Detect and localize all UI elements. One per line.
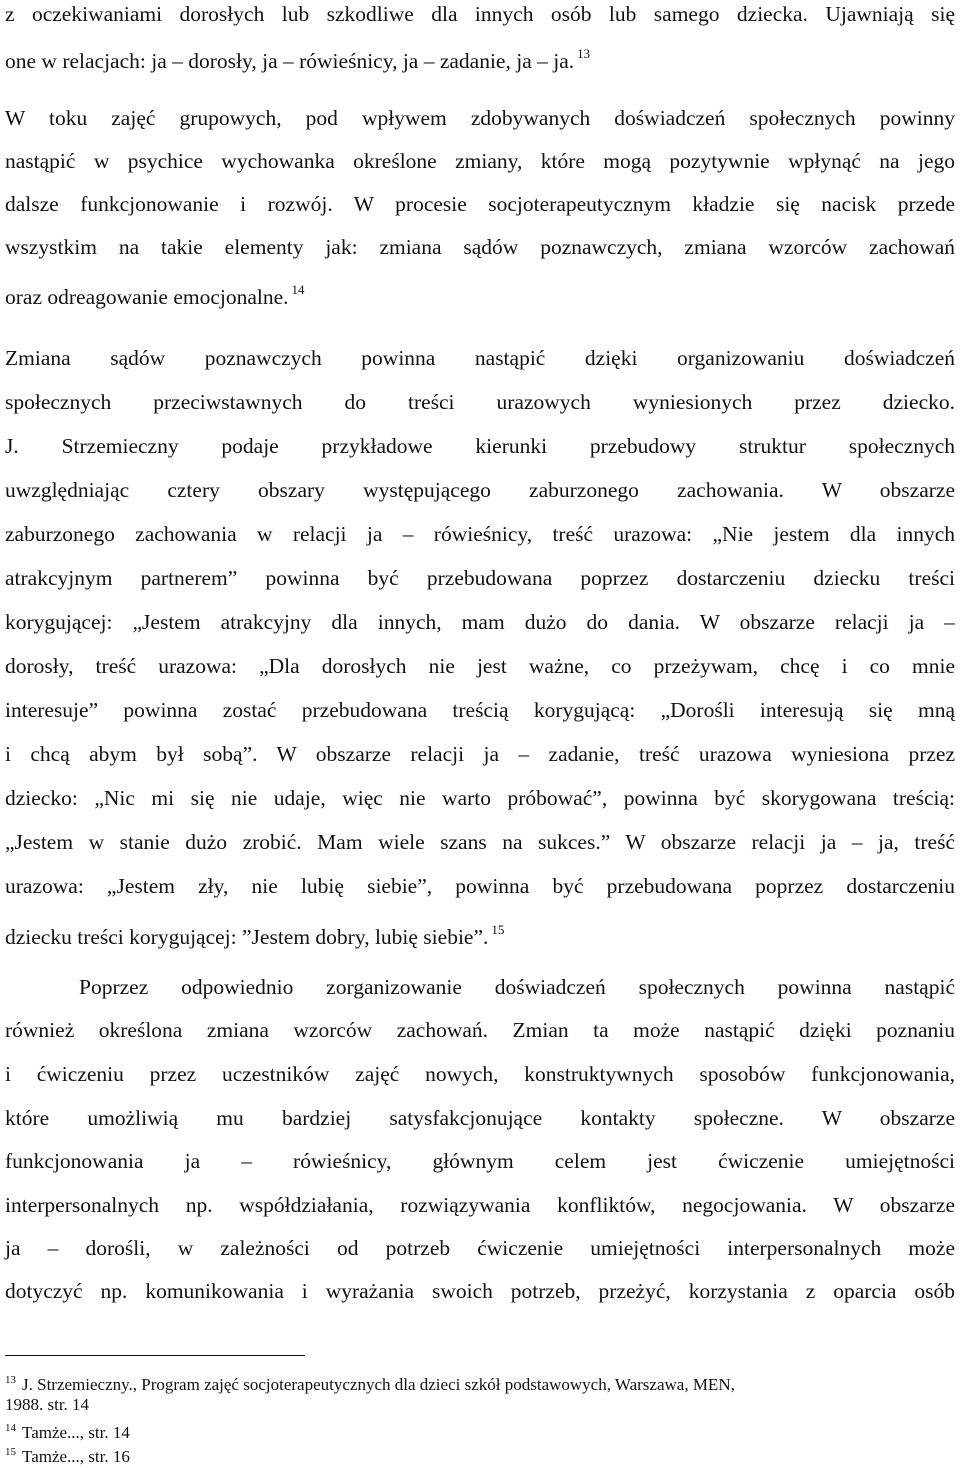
- text-line: interesuje” powinna zostać przebudowana treścią korygującą: „Dorośli interesują się mną: [5, 698, 955, 722]
- text-line: uwzględniając cztery obszary występującego zaburzonego zachowania. W obszarze: [5, 478, 955, 502]
- text-line: „Jestem w stanie dużo zrobić. Mam wiele szans na sukces.” W obszarze relacji ja – ja, treść: [5, 830, 955, 854]
- footnote-separator: [5, 1355, 305, 1356]
- text-line: dotyczyć np. komunikowania i wyrażania swoich potrzeb, przeżyć, korzystania z oparcia osób: [5, 1279, 955, 1303]
- footnote-text: 1988. str. 14: [5, 1395, 90, 1414]
- text-line: dziecko: „Nic mi się nie udaje, więc nie warto próbować”, powinna być skorygowana treścią:: [5, 786, 955, 810]
- text-line: oraz odreagowanie emocjonalne. $^{14}$: [5, 282, 305, 309]
- footnote-ref-15: 15: [491, 922, 505, 937]
- text-line: które umożliwią mu bardziej satysfakcjonujące kontakty społeczne. W obszarze: [5, 1106, 955, 1130]
- text-line: dorosły, treść urazowa: „Dla dorosłych nie jest ważne, co przeżywam, chcę i co mnie: [5, 654, 955, 678]
- text-line: wszystkim na takie elementy jak: zmiana sądów poznawczych, zmiana wzorców zachowań: [5, 235, 955, 259]
- text-line: dalsze funkcjonowanie i rozwój. W procesie socjoterapeutycznym kładzie się nacisk przede: [5, 192, 955, 216]
- text-line: zaburzonego zachowania w relacji ja – rówieśnicy, treść urazowa: „Nie jestem dla innych: [5, 522, 955, 546]
- text-line: i chcą abym był sobą”. W obszarze relacji ja – zadanie, treść urazowa wyniesiona przez: [5, 742, 955, 766]
- footnote-text: Tamże..., str. 14: [22, 1423, 130, 1442]
- text-line: korygującej: „Jestem atrakcyjny dla innych, mam dużo do dania. W obszarze relacji ja –: [5, 610, 955, 634]
- footnote-14: [5, 1418, 130, 1443]
- footnote-text: J. Strzemieczny., Program zajęć socjoterapeutycznych dla dzieci szkół podstawowych, Warszawa, MEN,: [22, 1375, 735, 1394]
- text-line: interpersonalnych np. współdziałania, rozwiązywania konfliktów, negocjowania. W obszarze: [5, 1193, 955, 1217]
- footnote-number: 15: [5, 1446, 16, 1458]
- text-line: Zmiana sądów poznawczych powinna nastąpić dzięki organizowaniu doświadczeń: [5, 346, 955, 370]
- footnote-text: Tamże..., str. 16: [22, 1447, 130, 1466]
- text-line: W toku zajęć grupowych, pod wpływem zdobywanych doświadczeń społecznych powinny: [5, 106, 955, 130]
- footnote-number: 13: [5, 1374, 16, 1386]
- footnote-ref-13: 13: [577, 46, 591, 61]
- footnote-13: [5, 1370, 735, 1395]
- text-line: atrakcyjnym partnerem” powinna być przebudowana poprzez dostarczeniu dziecku treści: [5, 566, 955, 590]
- text-line: urazowa: „Jestem zły, nie lubię siebie”, powinna być przebudowana poprzez dostarczeniu: [5, 874, 955, 898]
- footnote-number: 14: [5, 1422, 16, 1434]
- text-line: J. Strzemieczny podaje przykładowe kierunki przebudowy struktur społecznych: [5, 434, 955, 458]
- footnote-13-continued: [5, 1395, 89, 1415]
- text-line: nastąpić w psychice wychowanka określone zmiany, które mogą pozytywnie wpłynąć na jego: [5, 149, 955, 173]
- footnote-15: [5, 1442, 130, 1467]
- text-line: one w relacjach: ja – dorosły, ja – rówieśnicy, ja – zadanie, ja – ja. $^{13}$: [5, 46, 591, 73]
- text-line: funkcjonowania ja – rówieśnicy, głównym celem jest ćwiczenie umiejętności: [5, 1149, 955, 1173]
- text-line: dziecku treści korygującej: ”Jestem dobry, lubię siebie”. $^{15}$: [5, 922, 505, 949]
- text-line: i ćwiczeniu przez uczestników zajęć nowych, konstruktywnych sposobów funkcjonowania,: [5, 1062, 955, 1086]
- text-line: z oczekiwaniami dorosłych lub szkodliwe dla innych osób lub samego dziecka. Ujawniają się: [5, 2, 955, 26]
- text-line: ja – dorośli, w zależności od potrzeb ćwiczenie umiejętności interpersonalnych może: [5, 1236, 955, 1260]
- text-line: również określona zmiana wzorców zachowań. Zmian ta może nastąpić dzięki poznaniu: [5, 1018, 955, 1042]
- text-line: społecznych przeciwstawnych do treści urazowych wyniesionych przez dziecko.: [5, 390, 955, 414]
- footnote-ref-14: 14: [291, 282, 305, 297]
- text-line: Poprzez odpowiednio zorganizowanie doświadczeń społecznych powinna nastąpić: [79, 975, 955, 999]
